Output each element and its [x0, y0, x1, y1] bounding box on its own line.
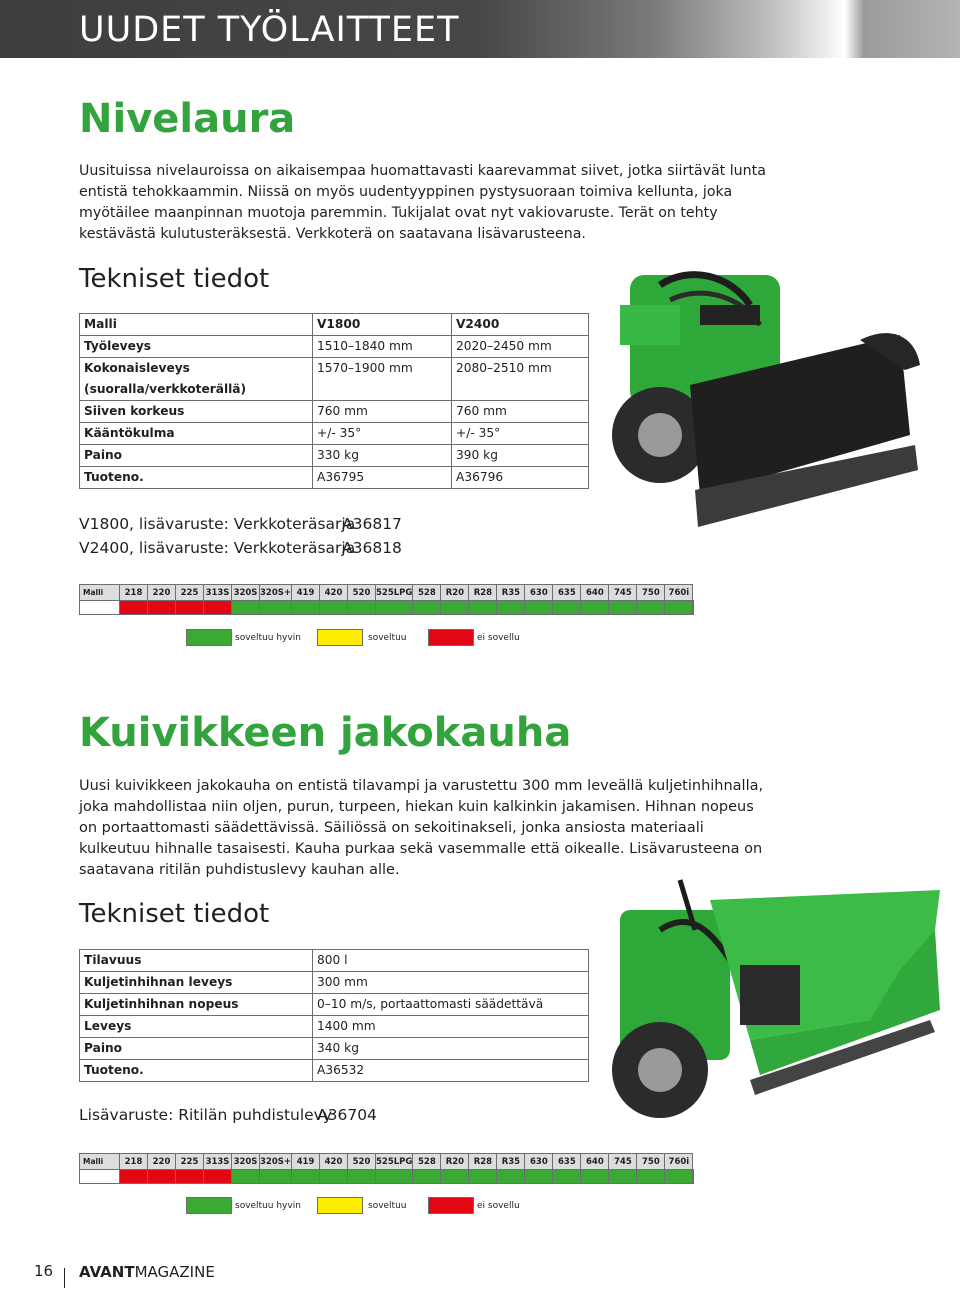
compat-header-row [80, 1154, 694, 1170]
compat-status-cell [260, 601, 292, 615]
compat-color-row [80, 1170, 694, 1184]
spec-row [80, 972, 589, 994]
spec-row [80, 1038, 589, 1060]
accessory-code: A36817 [342, 515, 402, 533]
compat-status-cell [204, 601, 232, 615]
spec-value: A36796 [452, 467, 589, 489]
compat-model-cell: R28 [469, 1154, 497, 1170]
spec-value: V1800 [313, 314, 452, 336]
brand-rest: MAGAZINE [134, 1263, 215, 1281]
compat-status-cell [232, 601, 260, 615]
compat-model-cell: 320S [232, 585, 260, 601]
legend-label: soveltuu hyvin [235, 1201, 301, 1211]
compat-empty-cell [80, 601, 120, 615]
compat-status-cell [148, 1170, 176, 1184]
compat-status-cell [497, 1170, 525, 1184]
spec-value: 2080–2510 mm [452, 358, 589, 401]
compat-status-cell [320, 601, 348, 615]
compat-status-cell [204, 1170, 232, 1184]
jakokauha-title: Kuivikkeen jakokauha [79, 710, 572, 756]
spec-row [80, 994, 589, 1016]
compat-color-row [80, 601, 694, 615]
compat-status-cell [176, 1170, 204, 1184]
spec-label: Kääntökulma [80, 423, 313, 445]
spec-row [80, 1016, 589, 1038]
compat-status-cell [148, 601, 176, 615]
compat-status-cell [609, 601, 637, 615]
spec-row [80, 401, 589, 423]
spec-value: 340 kg [313, 1038, 589, 1060]
compat-header-row [80, 585, 694, 601]
compat-status-cell [232, 1170, 260, 1184]
footer-divider [64, 1268, 65, 1288]
legend-swatch-red [428, 1197, 474, 1214]
spec-label: Tuoteno. [80, 467, 313, 489]
compat-model-cell: 635 [553, 585, 581, 601]
compat-model-cell: R35 [497, 1154, 525, 1170]
compat-model-cell: 525LPG [376, 1154, 413, 1170]
compat-model-cell: 220 [148, 585, 176, 601]
compat-model-cell: 313S [204, 1154, 232, 1170]
compat-model-cell: 635 [553, 1154, 581, 1170]
accessory-line [79, 539, 402, 557]
spreader-bucket-photo [600, 870, 950, 1135]
nivelaura-specs-title: Tekniset tiedot [79, 264, 270, 294]
compat-status-cell [413, 601, 441, 615]
compat-model-cell: 520 [348, 1154, 376, 1170]
spec-label: Malli [80, 314, 313, 336]
accessory-line [79, 515, 402, 533]
compat-status-cell [413, 1170, 441, 1184]
spec-label: Tuoteno. [80, 1060, 313, 1082]
legend-label: ei sovellu [477, 1201, 520, 1211]
spec-value: 300 mm [313, 972, 589, 994]
compat-model-cell: R35 [497, 585, 525, 601]
compat-header-label: Malli [80, 585, 120, 601]
compatibility-table [79, 584, 694, 615]
compat-model-cell: R28 [469, 585, 497, 601]
compat-status-cell [693, 601, 694, 615]
compat-status-cell [497, 601, 525, 615]
spec-value: A36532 [313, 1060, 589, 1082]
compat-model-cell: 220 [148, 1154, 176, 1170]
spec-value: V2400 [452, 314, 589, 336]
accessory-line [79, 1106, 377, 1124]
spec-row [80, 358, 589, 401]
compat-status-cell [292, 601, 320, 615]
spec-label: Tilavuus [80, 950, 313, 972]
accessory-code: A36818 [342, 539, 402, 557]
compat-model-cell: 528 [413, 585, 441, 601]
spec-value: 800 l [313, 950, 589, 972]
compat-model-cell: 320S [232, 1154, 260, 1170]
legend-swatch-green [186, 1197, 232, 1214]
compat-status-cell [292, 1170, 320, 1184]
compat-status-cell [176, 601, 204, 615]
spec-row [80, 467, 589, 489]
accessory-text: V2400, lisävaruste: Verkkoteräsarja [79, 539, 356, 557]
compat-status-cell [376, 1170, 413, 1184]
compat-model-cell: 760i [665, 585, 693, 601]
legend-label: soveltuu hyvin [235, 633, 301, 643]
legend-label: soveltuu [368, 633, 407, 643]
spec-value: 1400 mm [313, 1016, 589, 1038]
compat-model-cell: 630 [525, 1154, 553, 1170]
compat-model-cell: R20 [441, 585, 469, 601]
spec-value: 1510–1840 mm [313, 336, 452, 358]
spec-label: Työleveys [80, 336, 313, 358]
compat-status-cell [525, 601, 553, 615]
compat-status-cell [120, 1170, 148, 1184]
compat-model-cell: 528 [413, 1154, 441, 1170]
compat-status-cell [120, 601, 148, 615]
compat-status-cell [581, 1170, 609, 1184]
compat-model-cell: 750 [637, 1154, 665, 1170]
spec-value: 2020–2450 mm [452, 336, 589, 358]
compat-status-cell [665, 1170, 693, 1184]
compat-model-cell: 420 [320, 585, 348, 601]
compat-model-cell: 218 [120, 585, 148, 601]
compat-model-cell: 640 [581, 585, 609, 601]
compat-status-cell [469, 601, 497, 615]
compat-model-cell: 320S+ [260, 585, 292, 601]
compat-status-cell [637, 601, 665, 615]
compat-status-cell [693, 1170, 694, 1184]
spec-label: Leveys [80, 1016, 313, 1038]
jakokauha-specs-title: Tekniset tiedot [79, 899, 270, 929]
accessory-text: V1800, lisävaruste: Verkkoteräsarja [79, 515, 356, 533]
nivelaura-spec-table [79, 313, 589, 489]
compat-model-cell: 420 [320, 1154, 348, 1170]
section-header-title: UUDET TYÖLAITTEET [79, 10, 460, 50]
spec-value: 760 mm [452, 401, 589, 423]
spec-row [80, 950, 589, 972]
compat-status-cell [525, 1170, 553, 1184]
spec-label: Kokonaisleveys (suoralla/verkkoterällä) [80, 358, 313, 401]
compat-model-cell: 640 [581, 1154, 609, 1170]
compat-model-cell: 745 [609, 1154, 637, 1170]
compat-model-cell: 520 [348, 585, 376, 601]
spec-value: 330 kg [313, 445, 452, 467]
compat-status-cell [553, 1170, 581, 1184]
jakokauha-spec-table [79, 949, 589, 1082]
compatibility-table [79, 1153, 694, 1184]
accessory-code: A36704 [317, 1106, 377, 1124]
compat-model-cell: 419 [292, 585, 320, 601]
spec-label: Kuljetinhihnan leveys [80, 972, 313, 994]
legend-swatch-red [428, 629, 474, 646]
legend-swatch-yellow [317, 629, 363, 646]
compat-status-cell [320, 1170, 348, 1184]
nivelaura-title: Nivelaura [79, 96, 296, 142]
compat-status-cell [581, 601, 609, 615]
legend-swatch-green [186, 629, 232, 646]
spec-label: Paino [80, 445, 313, 467]
jakokauha-intro: Uusi kuivikkeen jakokauha on entistä tilavampi ja varustettu 300 mm leveällä kuljetinhihnalla, joka mahdollistaa niin oljen, purun, turpeen, hiekan kuin kalkinkin jakamisen. Hihnan nopeus on portaattomasti säädettävissä. Säiliössä on sekoitinakseli, jonka ansiosta materiaali kulkeutuu hihnalle tasaisesti. Kauha purkaa sekä vasemmalle että oikealle. Lisävarusteena on saatavana ritilän puhdistuslevy kauhan alle. [79, 778, 764, 878]
spec-label: Paino [80, 1038, 313, 1060]
header-bar [0, 0, 960, 58]
spec-row [80, 423, 589, 445]
compat-status-cell [376, 601, 413, 615]
compat-status-cell [637, 1170, 665, 1184]
compat-model-cell: 750 [637, 585, 665, 601]
nivelaura-intro: Uusituissa nivelauroissa on aikaisempaa huomattavasti kaarevammat siivet, jotka siirtävät lunta entistä tehokkaammin. Niissä on myös uudentyyppinen pystysuoraan toimiva kellunta, joka myötäilee maanpinnan muotoja paremmin. Tukijalat ovat nyt vakiovaruste. Terät on tehty kestävästä kulutusteräksestä. Verkkoterä on saatavana lisävarusteena. [79, 163, 766, 242]
legend-label: ei sovellu [477, 633, 520, 643]
spec-row [80, 445, 589, 467]
spec-value: 760 mm [313, 401, 452, 423]
compat-model-cell: 320S+ [260, 1154, 292, 1170]
spec-row [80, 314, 589, 336]
compat-status-cell [553, 601, 581, 615]
spec-value: 1570–1900 mm [313, 358, 452, 401]
compat-model-cell: 419 [292, 1154, 320, 1170]
page-number: 16 [34, 1262, 54, 1280]
spec-label: Siiven korkeus [80, 401, 313, 423]
legend-swatch-yellow [317, 1197, 363, 1214]
compat-status-cell [441, 601, 469, 615]
compat-model-cell: 225 [176, 1154, 204, 1170]
compat-model-cell: 760i [665, 1154, 693, 1170]
compat-status-cell [469, 1170, 497, 1184]
spec-value: +/- 35° [313, 423, 452, 445]
compat-status-cell [441, 1170, 469, 1184]
spec-value: A36795 [313, 467, 452, 489]
snow-plow-photo [600, 265, 930, 535]
compat-model-cell: R20 [441, 1154, 469, 1170]
spec-value: 390 kg [452, 445, 589, 467]
compat-model-cell: 630 [525, 585, 553, 601]
compat-model-cell: 525LPG [376, 585, 413, 601]
compat-status-cell [348, 601, 376, 615]
compat-header-label: Malli [80, 1154, 120, 1170]
compat-status-cell [665, 601, 693, 615]
accessory-text: Lisävaruste: Ritilän puhdistulevy [79, 1106, 333, 1124]
spec-row [80, 336, 589, 358]
spec-row [80, 1060, 589, 1082]
spec-value: +/- 35° [452, 423, 589, 445]
legend-label: soveltuu [368, 1201, 407, 1211]
compat-model-cell: 218 [120, 1154, 148, 1170]
compat-model-cell: 745 [609, 585, 637, 601]
magazine-brand [79, 1263, 215, 1281]
compat-model-cell: 313S [204, 585, 232, 601]
compat-status-cell [348, 1170, 376, 1184]
spec-label: Kuljetinhihnan nopeus [80, 994, 313, 1016]
compat-empty-cell [80, 1170, 120, 1184]
brand-bold: AVANT [79, 1263, 135, 1281]
compat-status-cell [609, 1170, 637, 1184]
compat-model-cell: 225 [176, 585, 204, 601]
compat-status-cell [260, 1170, 292, 1184]
spec-value: 0–10 m/s, portaattomasti säädettävä [313, 994, 589, 1016]
